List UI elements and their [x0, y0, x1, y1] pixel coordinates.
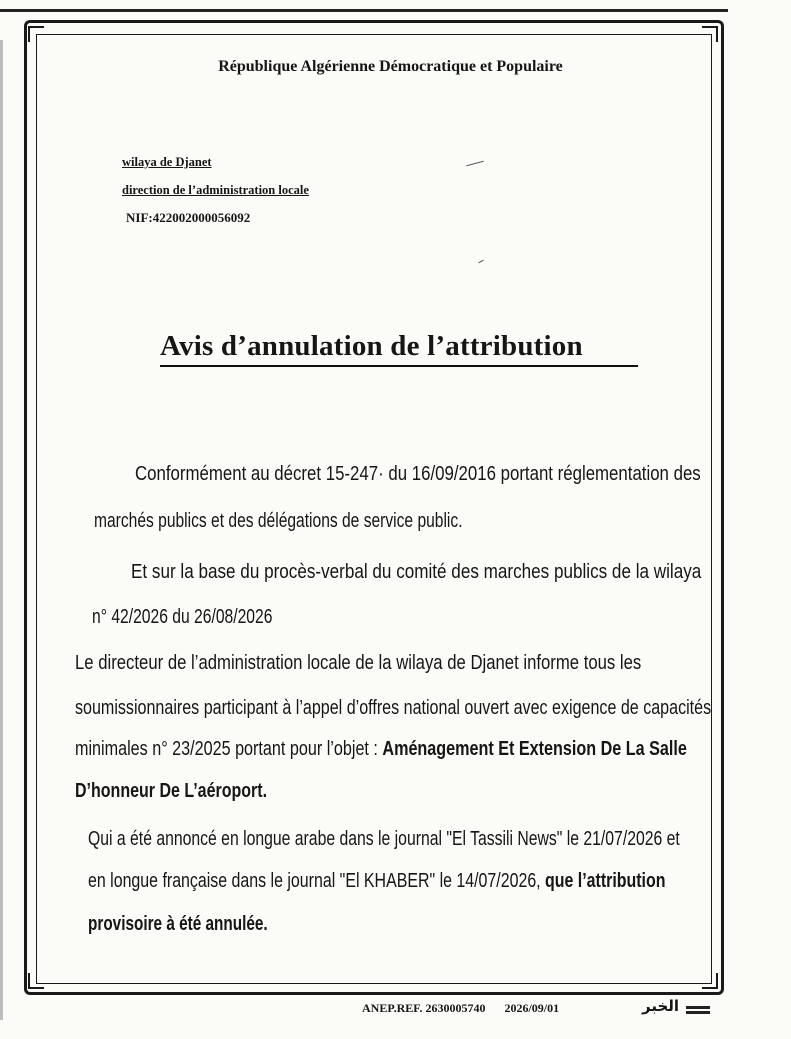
- publication-date: 2026/09/01: [504, 1001, 560, 1015]
- frame-corner: [28, 973, 44, 989]
- p2-line1-text: Et sur la base du procès-verbal du comité des marches publics de la wilaya: [131, 561, 702, 583]
- top-rule: [0, 9, 728, 12]
- direction-line: direction de l’administration locale: [122, 183, 309, 197]
- republic-heading: République Algérienne Démocratique et Populaire: [218, 58, 563, 75]
- frame-corner: [702, 26, 718, 42]
- p4-line1: Qui a été annoncé en longue arabe dans le journal "El Tassili News" le 21/07/2026 et: [88, 828, 680, 850]
- p3-line3: [75, 738, 687, 761]
- p4-line3: provisoire à été annulée.: [88, 913, 268, 935]
- p2-line1: [131, 561, 701, 584]
- logo-bar: [686, 1006, 710, 1009]
- p3-line3-object: Aménagement Et Extension De La Salle: [382, 738, 687, 760]
- wilaya-line: wilaya de Djanet: [122, 155, 212, 169]
- logo-bar: [686, 1011, 710, 1014]
- p3-line3-plain: minimales n° 23/2025 portant pour l’objet :: [75, 738, 378, 760]
- notice-title: Avis d’annulation de l’attribution: [160, 330, 638, 367]
- p4-line2-plain: en longue française dans le journal "El KHABER" le 14/07/2026,: [88, 870, 541, 892]
- p3-line1: Le directeur de l’administration locale de la wilaya de Djanet informe tous les: [75, 652, 642, 674]
- p3-line2: soumissionnaires participant à l’appel d’offres national ouvert avec exigence de capacités: [75, 697, 712, 719]
- p1-line1: [135, 463, 701, 486]
- p1-line1-text: Conformément au décret 15-247· du 16/09/2016 portant réglementation des: [135, 463, 701, 485]
- scan-edge: [0, 40, 3, 1020]
- p4-line2: [88, 870, 665, 893]
- anep-ref: ANEP.REF. 2630005740: [362, 1001, 486, 1015]
- nif-line: NIF:422002000056092: [126, 210, 251, 225]
- frame-corner: [702, 973, 718, 989]
- frame-corner: [28, 26, 44, 42]
- p3-line4: D’honneur De L’aéroport.: [75, 780, 268, 802]
- p4-line2-bold: que l’attribution: [545, 870, 666, 892]
- p1-line2: marchés publics et des délégations de service public.: [94, 510, 463, 532]
- footer-reference: [362, 1001, 575, 1016]
- el-khabar-logo: الخبر: [642, 997, 680, 1015]
- p2-line2: n° 42/2026 du 26/08/2026: [92, 606, 273, 628]
